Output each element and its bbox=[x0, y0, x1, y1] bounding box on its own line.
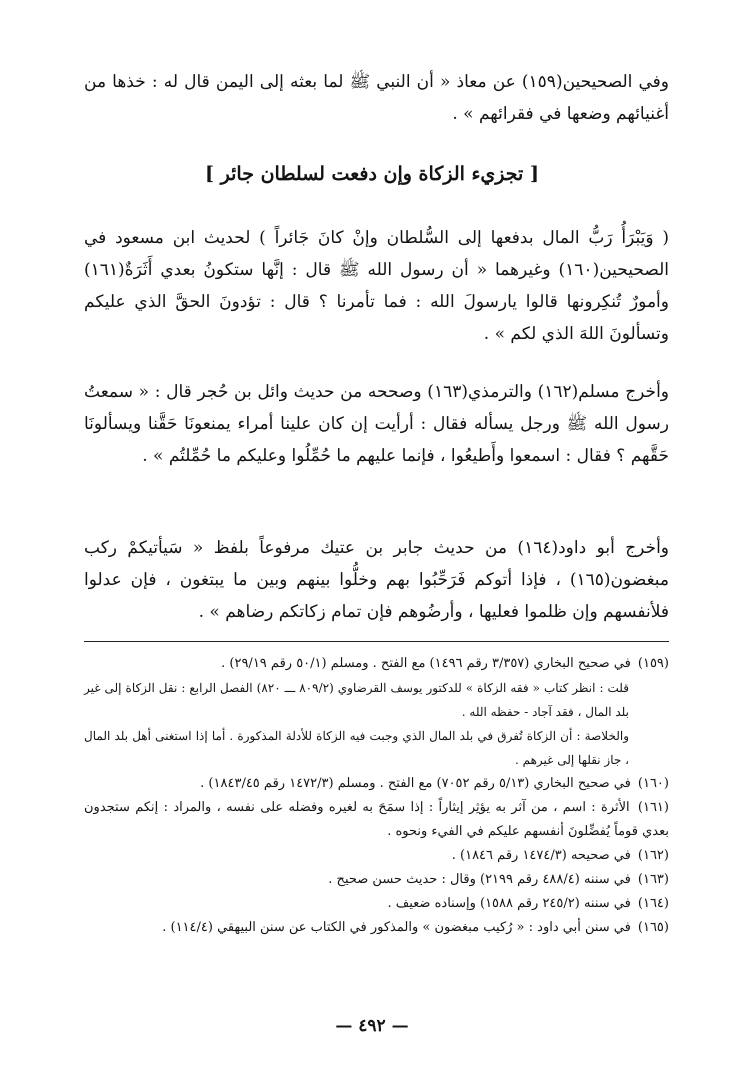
paragraph-text: وفي الصحيحين(١٥٩) عن معاذ « أن النبي ﷺ لما بعثه إلى اليمن قال له : خذها من أغنيائهم وضعها في فقرائهم » . bbox=[84, 72, 669, 124]
footnote-item bbox=[84, 796, 669, 844]
footnote-number: (١٦٥) bbox=[637, 920, 669, 935]
footnote-item bbox=[84, 916, 669, 940]
footnote-text: في صحيح البخاري (٥/١٣ رقم ٧٠٥٢) مع الفتح . ومسلم (١٤٧٢/٣ رقم ١٨٤٣/٤٥) . bbox=[200, 776, 631, 791]
footnote-item bbox=[84, 892, 669, 916]
paragraph-text: ( وَيَبْرَأُ رَبُّ المال بدفعها إلى السُّلطان وإنْ كانَ جَائراً ) لحديث ابن مسعود في الصحيحين(١٦٠) وغيرهما « أن رسول الله ﷺ قال : إنَّها ستكونُ بعدي أَثَرَةٌ(١٦١) وأمورٌ تُنكِرونها قالوا يارسولَ الله : فما تأمرنا ؟ قال : تؤدونَ الحقَّ الذي عليكم وتسألونَ اللهَ الذي لكم » . bbox=[84, 228, 669, 344]
footnote-number: (١٦٣) bbox=[637, 872, 669, 887]
paragraph-2 bbox=[84, 222, 669, 350]
paragraph-text: وأخرج أبو داود(١٦٤) من حديث جابر بن عتيك مرفوعاً بلفظ « سَيأتيكمْ ركب مبغضون(١٦٥) ، فإذا أتوكم فَرَحِّبُوا بهم وخلُّوا بينهم وبين ما يبتغون ، فإن عدلوا فلأنفسهم وإن ظلموا فعليها ، وأرضُوهم فإن تمام زكاتكم رضاهم » . bbox=[84, 538, 670, 622]
footnote-number: (١٦٤) bbox=[637, 896, 669, 911]
footnote-text: في صحيح البخاري (٣/٣٥٧ رقم ١٤٩٦) مع الفتح . ومسلم (٥٠/١ رقم ٢٩/١٩) . bbox=[221, 656, 631, 671]
footnote-number: (١٥٩) bbox=[637, 656, 669, 671]
footnote-number: (١٦٢) bbox=[637, 848, 669, 863]
page-number: — ٤٩٢ — bbox=[335, 1016, 409, 1036]
paragraph-1 bbox=[84, 66, 669, 130]
footnote-note: والخلاصة : أن الزكاة تُفرق في بلد المال الذي وجبت فيه الزكاة للأدلة المذكورة . أما إذا استغنى أهل بلد المال ، جاز نقلها إلى غيرهم . bbox=[84, 729, 629, 767]
footnote-note: قلت : انظر كتاب « فقه الزكاة » للدكتور يوسف القرضاوي (٨٠٩/٢ ـــ ٨٢٠) الفصل الرابع : نقل الزكاة إلى غير بلد المال ، فقد آجاد - حفظه الله . bbox=[84, 681, 629, 719]
footnote-text: الأثرة : اسم ، من آثر به يؤثِر إيثاراً : إذا سمَحَ به لغيره وفضله على نفسه ، والمراد : إنكم ستجدون بعدي قوماً يُفضِّلونَ أنفسهم عليكم في الفيء ونحوه . bbox=[84, 800, 669, 839]
paragraph-4 bbox=[84, 532, 669, 628]
footnote-text: في سننه (٤٨٨/٤ رقم ٢١٩٩) وقال : حديث حسن صحيح . bbox=[328, 872, 631, 887]
paragraph-3 bbox=[84, 376, 669, 472]
paragraph-text: وأخرج مسلم(١٦٢) والترمذي(١٦٣) وصححه من حديث وائل بن حُجر قال : « سمعتُ رسول الله ﷺ ورجل يسأله فقال : أرأيت إن كان علينا أمراء يمنعونَا حَقَّنا ويسألونَا حَقَّهم ؟ فقال : اسمعوا وأَطيعُوا ، فإنما عليهم ما حُمِّلُوا وعليكم ما حُمِّلتُم » . bbox=[84, 382, 669, 466]
footnote-number: (١٦٠) bbox=[637, 776, 669, 791]
footnote-separator bbox=[84, 641, 669, 642]
section-heading: [ تجزيء الزكاة وإن دفعت لسلطان جائر ] bbox=[205, 163, 539, 185]
footnote-text: في سننه (٢٤٥/٢ رقم ١٥٨٨) وإسناده ضعيف . bbox=[387, 896, 631, 911]
footnote-number: (١٦١) bbox=[637, 800, 669, 815]
footnote-item bbox=[84, 652, 669, 676]
footnotes bbox=[84, 652, 669, 940]
footnote-item bbox=[84, 868, 669, 892]
footnote-text: في سنن أبي داود : « رُكيب مبغضون » والمذكور في الكتاب عن سنن البيهقي (١١٤/٤) . bbox=[162, 920, 631, 935]
footnote-item bbox=[84, 772, 669, 796]
footnote-text: في صحيحه (١٤٧٤/٣ رقم ١٨٤٦) . bbox=[451, 848, 631, 863]
footnote-item bbox=[84, 844, 669, 868]
